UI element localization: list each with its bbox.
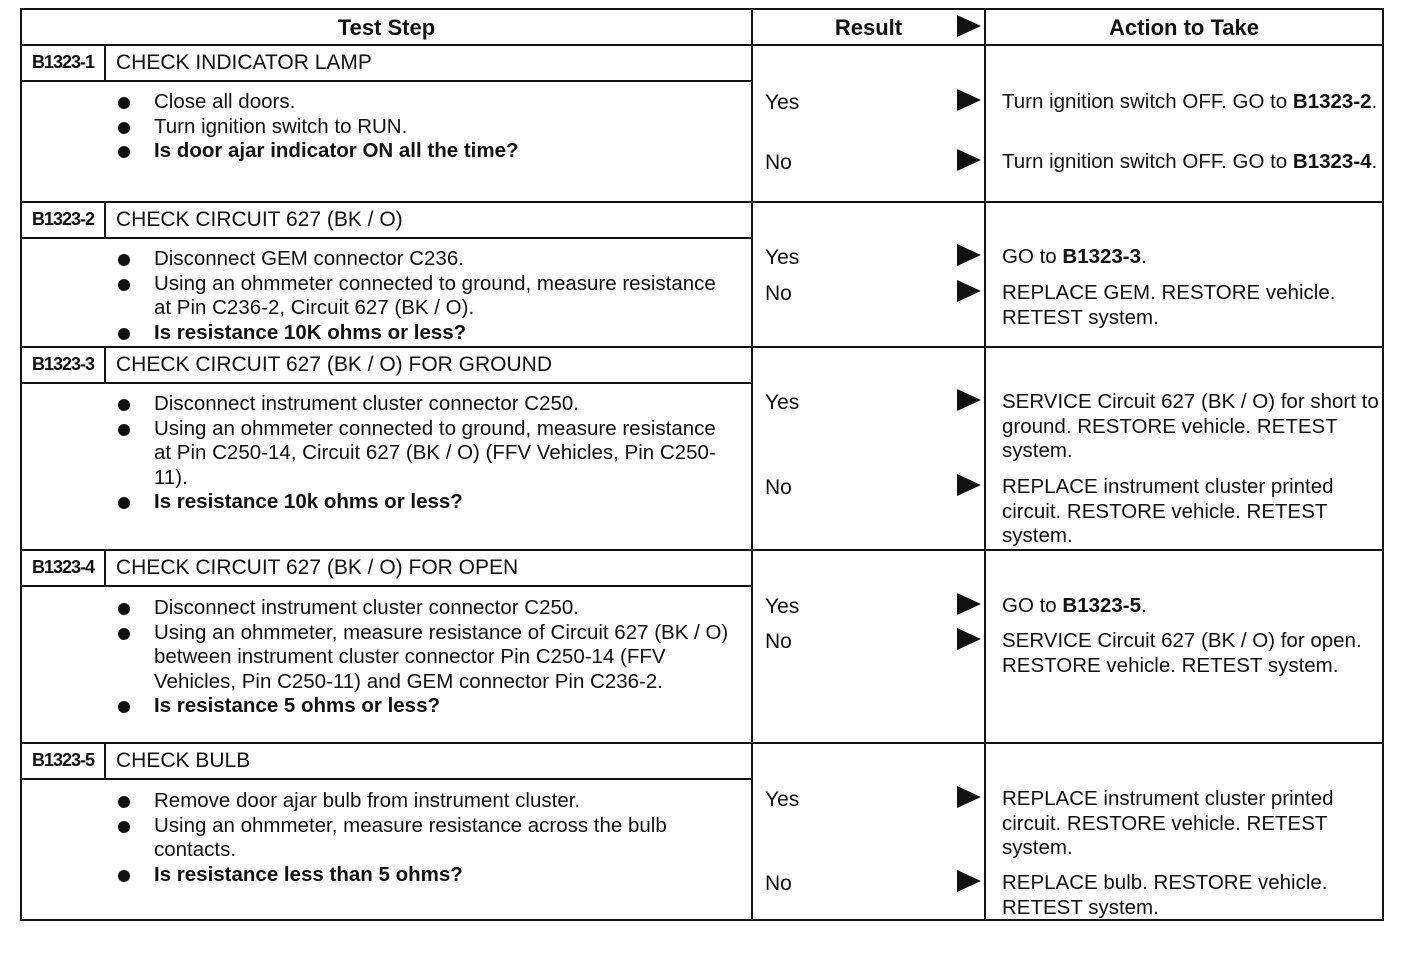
step-id: B1323-4	[31, 557, 95, 577]
action-text	[1002, 475, 1384, 549]
no-result-label: No	[765, 282, 792, 305]
step-id: B1323-2	[31, 209, 95, 229]
step-id: B1323-1	[31, 52, 95, 72]
step-id-divider	[104, 46, 106, 81]
step-id: B1323-3	[31, 354, 95, 374]
column-divider	[751, 10, 753, 919]
header-result: Result	[834, 15, 903, 40]
goto-step-ref: B1323-3	[1062, 245, 1142, 268]
action-text	[1002, 245, 1384, 270]
action-instruction: Turn ignition switch OFF. GO to	[1002, 90, 1288, 113]
row-divider	[22, 742, 1382, 744]
goto-step-ref: B1323-2	[1292, 90, 1372, 113]
step-title-divider	[22, 80, 753, 82]
result-arrow-icon	[957, 149, 981, 171]
action-instruction: REPLACE instrument cluster printed circuit. RESTORE vehicle. RETEST system.	[1002, 787, 1334, 859]
action-instruction: GO to	[1002, 594, 1057, 617]
action-text	[1002, 871, 1384, 920]
yes-result-label: Yes	[765, 391, 800, 414]
step-title-divider	[22, 237, 753, 239]
result-arrow-icon	[957, 389, 981, 411]
result-arrow-icon	[957, 786, 981, 808]
result-arrow-icon	[957, 870, 981, 892]
instruction-item: Close all doors.	[116, 90, 736, 115]
no-result-label: No	[765, 476, 792, 499]
step-instructions	[116, 392, 736, 515]
result-arrow-icon	[957, 280, 981, 302]
step-question: Is resistance 5 ohms or less?	[116, 694, 736, 719]
header-arrow-icon	[957, 15, 981, 37]
result-arrow-icon	[957, 474, 981, 496]
instruction-item: Disconnect instrument cluster connector C250.	[116, 596, 736, 621]
action-text	[1002, 594, 1384, 619]
action-text	[1002, 390, 1384, 464]
row-divider	[22, 549, 1382, 551]
row-divider	[22, 201, 1382, 203]
step-instructions	[116, 90, 736, 164]
action-text	[1002, 281, 1384, 330]
instruction-item: Using an ohmmeter connected to ground, measure resistance at Pin C250-14, Circuit 627 (BK / O) (FFV Vehicles, Pin C250-11).	[116, 417, 736, 491]
action-instruction: REPLACE GEM. RESTORE vehicle. RETEST system.	[1002, 281, 1336, 329]
yes-result-label: Yes	[765, 91, 800, 114]
no-result-label: No	[765, 630, 792, 653]
instruction-item: Using an ohmmeter, measure resistance across the bulb contacts.	[116, 814, 736, 863]
column-divider	[984, 10, 986, 919]
action-text	[1002, 150, 1384, 175]
step-id-divider	[104, 203, 106, 238]
result-arrow-icon	[957, 628, 981, 650]
instruction-item: Disconnect instrument cluster connector C250.	[116, 392, 736, 417]
goto-step-ref: B1323-5	[1062, 594, 1142, 617]
step-id-divider	[104, 744, 106, 779]
result-arrow-icon	[957, 593, 981, 615]
instruction-item: Turn ignition switch to RUN.	[116, 115, 736, 140]
action-tail: .	[1141, 594, 1147, 617]
action-instruction: REPLACE instrument cluster printed circuit. RESTORE vehicle. RETEST system.	[1002, 475, 1334, 547]
row-divider	[22, 346, 1382, 348]
no-result-label: No	[765, 872, 792, 895]
step-title-divider	[22, 585, 753, 587]
instruction-item: Remove door ajar bulb from instrument cluster.	[116, 789, 736, 814]
header-action: Action to Take	[1109, 15, 1259, 40]
step-question: Is resistance 10K ohms or less?	[116, 321, 736, 346]
goto-step-ref: B1323-4	[1292, 150, 1372, 173]
step-question: Is resistance 10k ohms or less?	[116, 490, 736, 515]
step-question: Is resistance less than 5 ohms?	[116, 863, 736, 888]
action-tail: .	[1371, 150, 1378, 173]
diagnostic-table	[20, 8, 1384, 921]
instruction-item: Disconnect GEM connector C236.	[116, 247, 736, 272]
step-title: CHECK BULB	[116, 749, 251, 772]
result-arrow-icon	[957, 89, 981, 111]
action-instruction: Turn ignition switch OFF. GO to	[1002, 150, 1288, 173]
step-instructions	[116, 247, 736, 345]
action-tail: .	[1141, 245, 1147, 268]
instruction-item: Using an ohmmeter, measure resistance of Circuit 627 (BK / O) between instrument cluster connector Pin C250-14 (FFV Vehicles, Pin C250-11) and GEM connector Pin C236-2.	[116, 621, 736, 695]
yes-result-label: Yes	[765, 595, 800, 618]
instruction-item: Using an ohmmeter connected to ground, measure resistance at Pin C236-2, Circuit 627 (BK / O).	[116, 272, 736, 321]
yes-result-label: Yes	[765, 246, 800, 269]
action-instruction: SERVICE Circuit 627 (BK / O) for short to ground. RESTORE vehicle. RETEST system.	[1002, 390, 1379, 462]
step-instructions	[116, 789, 736, 887]
action-text	[1002, 787, 1384, 861]
step-title-divider	[22, 382, 753, 384]
action-text	[1002, 629, 1384, 678]
header-test-step: Test Step	[337, 15, 436, 40]
step-instructions	[116, 596, 736, 719]
step-title: CHECK INDICATOR LAMP	[116, 51, 372, 74]
step-id: B1323-5	[31, 750, 95, 770]
step-title: CHECK CIRCUIT 627 (BK / O) FOR OPEN	[116, 556, 519, 579]
action-text	[1002, 90, 1384, 115]
step-id-divider	[104, 348, 106, 383]
yes-result-label: Yes	[765, 788, 800, 811]
step-title-divider	[22, 778, 753, 780]
result-arrow-icon	[957, 244, 981, 266]
step-question: Is door ajar indicator ON all the time?	[116, 139, 736, 164]
action-instruction: REPLACE bulb. RESTORE vehicle. RETEST system.	[1002, 871, 1328, 919]
step-title: CHECK CIRCUIT 627 (BK / O)	[116, 208, 403, 231]
step-id-divider	[104, 551, 106, 586]
action-instruction: SERVICE Circuit 627 (BK / O) for open. RESTORE vehicle. RETEST system.	[1002, 629, 1362, 677]
step-title: CHECK CIRCUIT 627 (BK / O) FOR GROUND	[116, 353, 552, 376]
no-result-label: No	[765, 151, 792, 174]
action-instruction: GO to	[1002, 245, 1057, 268]
action-tail: .	[1371, 90, 1378, 113]
